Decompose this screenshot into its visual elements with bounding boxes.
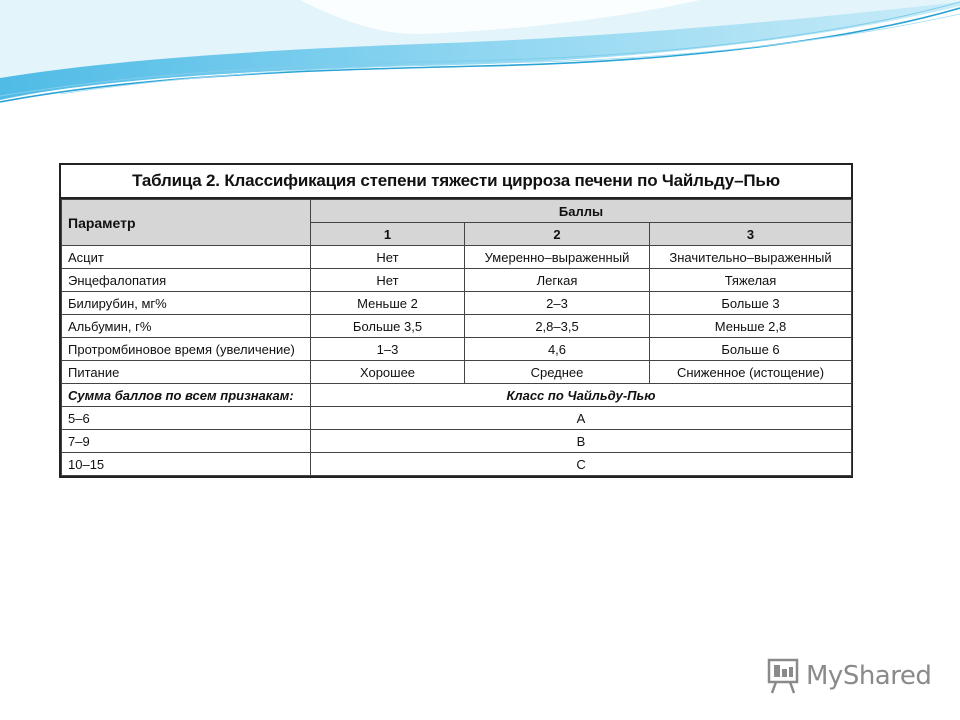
table-row bbox=[62, 338, 852, 361]
row-value-2: Умеренно–выраженный bbox=[465, 246, 650, 269]
row-param: Протромбиновое время (увеличение) bbox=[62, 338, 311, 361]
header-param: Параметр bbox=[62, 200, 311, 246]
row-value-1: Хорошее bbox=[311, 361, 465, 384]
table-title: Таблица 2. Классификация степени тяжести цирроза печени по Чайльду–Пью bbox=[61, 165, 851, 199]
row-value-2: Среднее bbox=[465, 361, 650, 384]
row-value-2: 2,8–3,5 bbox=[465, 315, 650, 338]
row-param: Асцит bbox=[62, 246, 311, 269]
child-pugh-table bbox=[59, 163, 853, 478]
header-swoosh-decoration bbox=[0, 0, 960, 120]
header-col-3: 3 bbox=[650, 223, 852, 246]
row-param: Питание bbox=[62, 361, 311, 384]
row-value-2: 4,6 bbox=[465, 338, 650, 361]
table-row bbox=[62, 292, 852, 315]
class-value: A bbox=[311, 407, 852, 430]
row-value-1: Нет bbox=[311, 269, 465, 292]
header-points: Баллы bbox=[311, 200, 852, 223]
table-row bbox=[62, 246, 852, 269]
row-value-2: 2–3 bbox=[465, 292, 650, 315]
row-param: Билирубин, мг% bbox=[62, 292, 311, 315]
row-value-3: Меньше 2,8 bbox=[650, 315, 852, 338]
row-value-1: Больше 3,5 bbox=[311, 315, 465, 338]
row-value-1: Меньше 2 bbox=[311, 292, 465, 315]
summary-label: Сумма баллов по всем признакам: bbox=[62, 384, 311, 407]
presentation-board-icon bbox=[766, 657, 800, 695]
row-value-1: Нет bbox=[311, 246, 465, 269]
class-header: Класс по Чайльду-Пью bbox=[311, 384, 852, 407]
header-col-1: 1 bbox=[311, 223, 465, 246]
header-col-2: 2 bbox=[465, 223, 650, 246]
class-value: C bbox=[311, 453, 852, 476]
logo-text: MyShared bbox=[806, 661, 932, 691]
row-value-2: Легкая bbox=[465, 269, 650, 292]
row-value-3: Сниженное (истощение) bbox=[650, 361, 852, 384]
table-row bbox=[62, 361, 852, 384]
class-row bbox=[62, 453, 852, 476]
class-row bbox=[62, 430, 852, 453]
myshared-logo[interactable] bbox=[766, 654, 931, 698]
row-value-3: Значительно–выраженный bbox=[650, 246, 852, 269]
class-range: 10–15 bbox=[62, 453, 311, 476]
summary-row bbox=[62, 384, 852, 407]
class-row bbox=[62, 407, 852, 430]
class-range: 7–9 bbox=[62, 430, 311, 453]
row-param: Альбумин, г% bbox=[62, 315, 311, 338]
row-value-3: Больше 3 bbox=[650, 292, 852, 315]
class-range: 5–6 bbox=[62, 407, 311, 430]
row-value-1: 1–3 bbox=[311, 338, 465, 361]
table-row bbox=[62, 315, 852, 338]
class-value: B bbox=[311, 430, 852, 453]
row-param: Энцефалопатия bbox=[62, 269, 311, 292]
row-value-3: Больше 6 bbox=[650, 338, 852, 361]
row-value-3: Тяжелая bbox=[650, 269, 852, 292]
table-row bbox=[62, 269, 852, 292]
classification-table bbox=[61, 199, 852, 476]
